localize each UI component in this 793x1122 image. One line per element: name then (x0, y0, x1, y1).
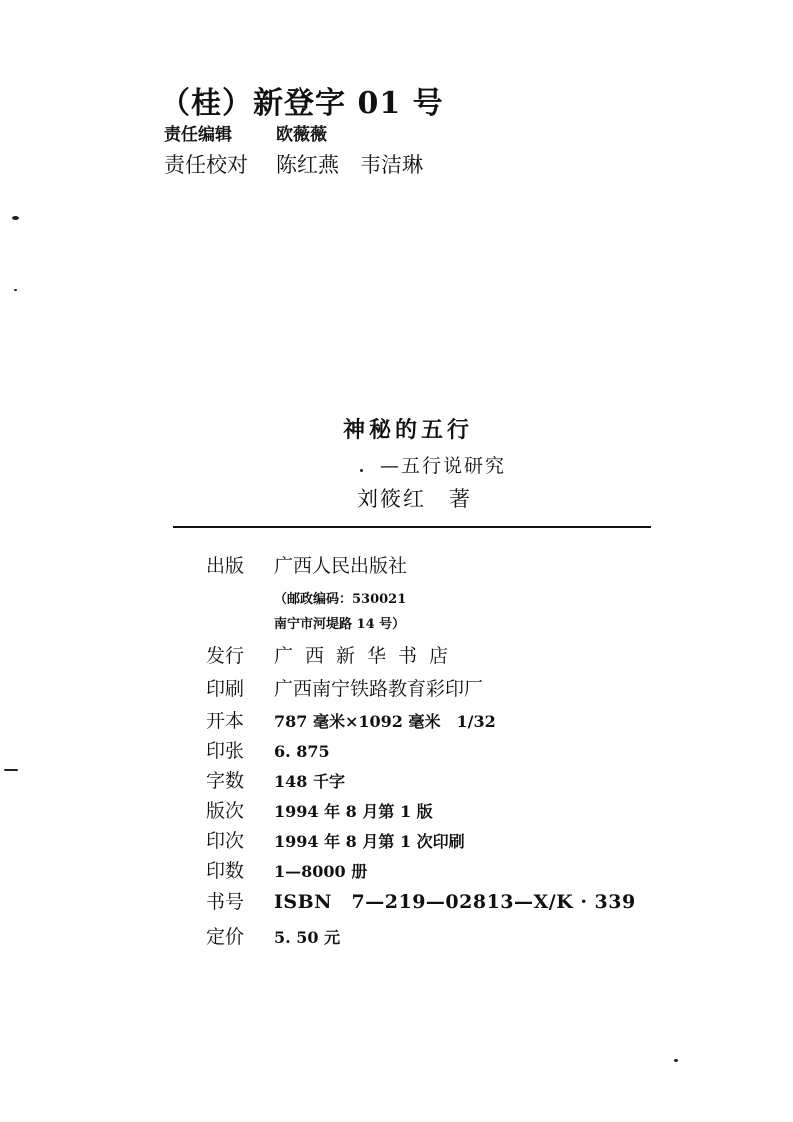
proofreader-names: 陈红燕 韦洁琳 (276, 153, 423, 177)
scan-speck (14, 289, 17, 291)
colophon-row-distributor (206, 641, 460, 671)
book-author: 刘筱红 著 (357, 487, 472, 511)
isbn-value: ISBN 7—219—02813—X/K · 339 (274, 891, 636, 913)
print-run-value: 1—8000 册 (274, 862, 368, 881)
editor-credit (164, 120, 327, 145)
print-run-label: 印数 (206, 860, 245, 882)
scan-speck (360, 469, 363, 472)
edition-value: 1994 年 8 月第 1 版 (274, 802, 433, 821)
distributor-value: 广西新华书店 (274, 645, 461, 667)
word-count-value: 148 千字 (274, 772, 345, 791)
scan-speck (674, 1059, 678, 1062)
publisher-address: 南宁市河堤路 14 号） (274, 617, 406, 632)
proofreader-credit (164, 149, 423, 179)
book-title: 神秘的五行 (343, 417, 474, 443)
sheets-value: 6. 875 (274, 742, 330, 761)
publisher-label: 出版 (206, 555, 245, 577)
colophon-row-edition (206, 796, 433, 826)
registration-number: （桂）新登字 01 号 (160, 86, 444, 121)
book-subtitle: —五行说研究 (380, 455, 507, 477)
publisher-value: 广西人民出版社 (274, 555, 408, 577)
editor-names: 欧薇薇 (276, 125, 327, 145)
colophon-row-printer (206, 674, 483, 704)
price-value: 5. 50 元 (274, 928, 341, 947)
edition-label: 版次 (206, 800, 245, 822)
colophon-row-publisher (206, 551, 407, 581)
format-label: 开本 (206, 710, 245, 732)
distributor-label: 发行 (206, 645, 245, 667)
colophon-row-printing (206, 826, 465, 856)
sheets-label: 印张 (206, 740, 245, 762)
colophon-row-word-count (206, 766, 345, 796)
printer-value: 广西南宁铁路教育彩印厂 (274, 678, 484, 700)
colophon-row-isbn (206, 887, 636, 917)
price-label: 定价 (206, 926, 245, 948)
isbn-label: 书号 (206, 891, 245, 913)
colophon-row-print-run (206, 856, 367, 886)
editor-label: 责任编辑 (164, 125, 232, 145)
scan-speck (4, 769, 18, 771)
publisher-postcode: （邮政编码：530021 (274, 592, 407, 607)
colophon-row-price (206, 922, 340, 952)
printing-label: 印次 (206, 830, 245, 852)
colophon-row-sheets (206, 736, 330, 766)
scan-speck (12, 216, 19, 220)
printer-label: 印刷 (206, 678, 245, 700)
printing-value: 1994 年 8 月第 1 次印刷 (274, 832, 465, 851)
format-value: 787 毫米×1092 毫米 1/32 (274, 712, 496, 731)
word-count-label: 字数 (206, 770, 245, 792)
proofreader-label: 责任校对 (164, 153, 248, 177)
divider-rule (173, 526, 651, 528)
colophon-row-format (206, 706, 496, 736)
